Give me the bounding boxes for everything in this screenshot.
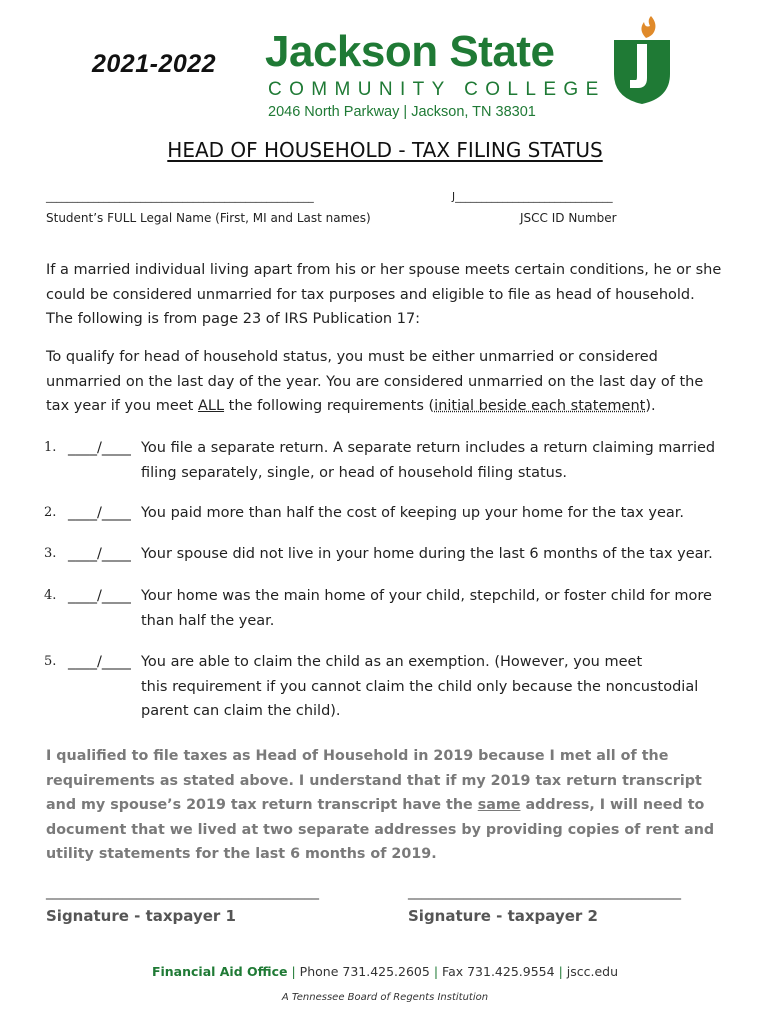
requirement-text: You file a separate return. A separate return includes a return claiming married filing separately, single, or head of household filing status.: [141, 440, 716, 481]
qualify-paragraph: [46, 345, 726, 419]
initials-field[interactable]: ____/____: [68, 654, 131, 670]
college-logo-name: Jackson State: [265, 27, 555, 76]
certification-statement: [46, 744, 726, 867]
initial-instruction: initial beside each statement: [434, 398, 646, 414]
requirement-text-line-1: You are able to claim the child as an exemption. (However, you meet: [141, 654, 643, 670]
student-id-caption: JSCC ID Number: [520, 211, 617, 225]
initials-field[interactable]: ____/____: [68, 546, 131, 562]
certification-text-end: address, I will need to document that we lived at two separate addresses by providing copies of rent and utility statements for the last 6 months of 2019.: [46, 797, 715, 862]
requirement-number: 1.: [44, 440, 57, 455]
certification-text-start: I qualified to file taxes as Head of Household in 2019 because I met all of the requirements as stated above. I understand that if my 2019 tax return transcript and my spouse’s 2019 tax return transcript have the: [46, 748, 702, 813]
footer-phone: Phone 731.425.2605: [299, 964, 430, 979]
footer-fax: Fax 731.425.9554: [442, 964, 555, 979]
footer-separator: |: [558, 964, 563, 979]
signature-label-taxpayer-2: Signature - taxpayer 2: [408, 907, 598, 925]
same-emphasis: same: [477, 797, 521, 813]
footer-contact: [0, 964, 770, 979]
footer-separator: |: [433, 964, 439, 979]
shield-torch-icon: [610, 16, 674, 106]
all-emphasis: ALL: [197, 398, 225, 414]
student-name-field[interactable]: ___________________________________________________: [46, 191, 314, 203]
qualify-text-end: ).: [645, 398, 656, 414]
student-id-field[interactable]: J______________________________: [452, 191, 613, 203]
footer-office: Financial Aid Office: [151, 964, 288, 979]
footer-institution: A Tennessee Board of Regents Institution: [281, 992, 489, 1003]
college-logo-subtitle: COMMUNITY COLLEGE: [268, 79, 606, 100]
requirement-text-rest: this requirement if you cannot claim the child only because the noncustodial parent can claim the child).: [141, 678, 699, 719]
footer-separator: |: [291, 964, 296, 979]
college-address: 2046 North Parkway | Jackson, TN 38301: [268, 104, 536, 120]
requirement-number: 4.: [44, 588, 57, 603]
requirement-number: 5.: [44, 654, 57, 669]
initials-field[interactable]: ____/____: [68, 588, 131, 604]
intro-paragraph: If a married individual living apart from his or her spouse meets certain conditions, he or she could be considered unmarried for tax purposes and eligible to file as head of household. The following is from page 23 of IRS Publication 17:: [46, 262, 722, 327]
document-title: HEAD OF HOUSEHOLD - TAX FILING STATUS: [167, 138, 603, 162]
signature-line-taxpayer-1[interactable]: _______________________________________: [46, 884, 319, 900]
initials-field[interactable]: ____/____: [68, 505, 131, 521]
qualify-text-start: To qualify for head of household status, you must be either unmarried or considered unmarried on the last day of the year. You are considered unmarried on the last day of the tax year if you meet: [46, 349, 704, 414]
requirement-number: 3.: [44, 546, 57, 561]
requirement-number: 2.: [44, 505, 57, 520]
signature-label-taxpayer-1: Signature - taxpayer 1: [46, 907, 236, 925]
requirement-text: [141, 650, 731, 724]
qualify-text-middle: the following requirements (: [224, 398, 435, 414]
initials-field[interactable]: ____/____: [68, 440, 131, 456]
requirement-text: Your spouse did not live in your home during the last 6 months of the tax year.: [141, 546, 713, 562]
student-name-caption: Student’s FULL Legal Name (First, MI and Last names): [46, 211, 371, 225]
school-year: 2021-2022: [92, 50, 217, 78]
requirement-text: Your home was the main home of your child, stepchild, or foster child for more than half the year.: [141, 588, 712, 629]
requirement-text: You paid more than half the cost of keeping up your home for the tax year.: [141, 505, 684, 521]
signature-line-taxpayer-2[interactable]: _______________________________________: [408, 884, 681, 900]
footer-website-link[interactable]: jscc.edu: [566, 964, 619, 979]
